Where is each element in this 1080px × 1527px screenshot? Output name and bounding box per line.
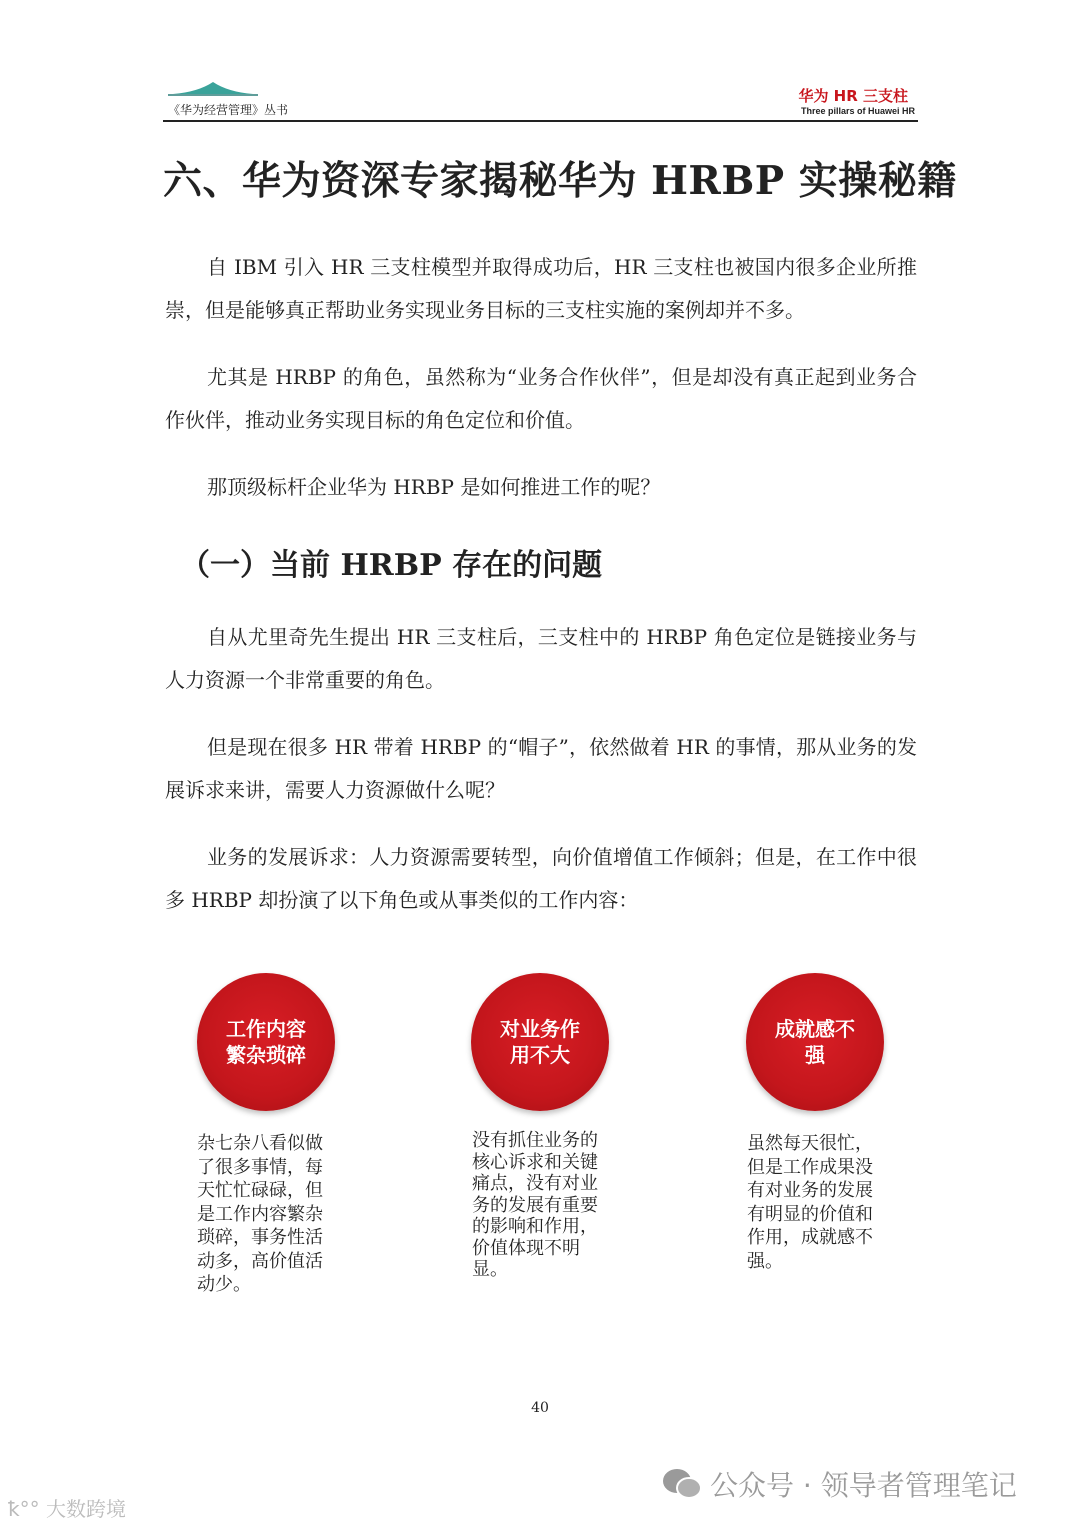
paragraph: 那顶级标杆企业华为 HRBP 是如何推进工作的呢？ [207,475,661,499]
watermark-wechat: 公众号 · 领导者管理笔记 [662,1464,1017,1504]
problem-description: 没有抓住业务的核心诉求和关键痛点，没有对业务的发展有重要的影响和作用，价值体现不明显。 [472,1130,598,1280]
paragraph: 业务的发展诉求：人力资源需要转型，向价值增值工作倾斜；但是，在工作中很多 HRBP 却扮演了以下角色或从事类似的工作内容： [165,845,917,912]
paragraph: 尤其是 HRBP 的角色，虽然称为“业务合作伙伴”，但是却没有真正起到业务合作伙伴，推动业务实现目标的角色定位和价值。 [165,365,917,432]
problem-description: 虽然每天很忙，但是工作成果没有对业务的发展有明显的价值和作用，成就感不强。 [747,1133,873,1272]
page-title: 六、华为资深专家揭秘华为 HRBP 实操秘籍 [163,158,957,204]
problem-description: 杂七杂八看似做了很多事情，每天忙忙碌碌，但是工作内容繁杂琐碎，事务性活动多，高价值活动少。 [197,1133,323,1295]
problem-circle: 对业务作用不大 [471,973,609,1111]
brand-title: 华为 HR 三支柱 [798,87,908,105]
wechat-icon [662,1467,702,1501]
page-number: 40 [531,1400,549,1416]
paragraph: 自 IBM 引入 HR 三支柱模型并取得成功后，HR 三支柱也被国内很多企业所推崇，但是能够真正帮助业务实现业务目标的三支柱实施的案例却并不多。 [165,255,917,322]
paragraph: 自从尤里奇先生提出 HR 三支柱后，三支柱中的 HRBP 角色定位是链接业务与人力资源一个非常重要的角色。 [165,625,917,692]
problem-circle: 成就感不强 [746,973,884,1111]
series-name: 《华为经营管理》丛书 [168,103,289,117]
series-logo [168,80,258,96]
watermark-source: ꝁ°° 大数跨境 [8,1497,127,1521]
problem-circle: 工作内容繁杂琐碎 [197,973,335,1111]
paragraph: 但是现在很多 HR 带着 HRBP 的“帽子”，依然做着 HR 的事情，那从业务的发展诉求来讲，需要人力资源做什么呢？ [165,735,917,802]
header-divider [163,120,918,122]
source-logo-icon: ꝁ°° [8,1497,40,1521]
brand-subtitle: Three pillars of Huawei HR [800,106,915,116]
section-title: （一）当前 HRBP 存在的问题 [180,548,603,583]
